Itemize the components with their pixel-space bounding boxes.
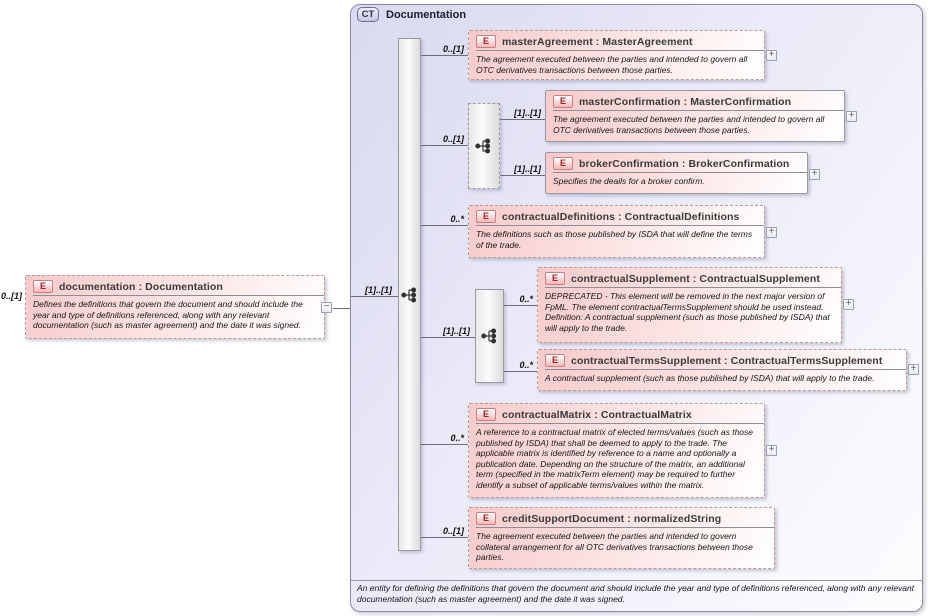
element-badge: E <box>553 95 573 108</box>
element-masterConfirmation[interactable] <box>545 90 845 142</box>
element-description: The definitions such as those published by ISDA that will define the terms of the trade. <box>476 229 753 250</box>
element-creditSupportDocument[interactable] <box>468 507 775 569</box>
sequence-icon <box>481 328 499 344</box>
element-badge: E <box>33 280 53 293</box>
collapse-icon: − <box>323 301 330 312</box>
sequence-icon <box>401 287 419 303</box>
expand-icon: + <box>768 444 775 455</box>
element-badge: E <box>553 157 573 170</box>
expand-icon: + <box>768 49 775 60</box>
connector-line <box>421 55 468 56</box>
cardinality-label-contractualSupplement: 0..* <box>519 294 533 304</box>
collapse-button-documentation[interactable] <box>321 302 332 313</box>
element-description: A reference to a contractual matrix of elected terms/values (such as those published by ISDA) that shall be deemed to apply to the trade. The applicable matrix is identified by reference to a name and optionally a publication date. Depending on the structure of the matrix, an additional term (specified in the matrixTerm element) may be required to further identify a subset of applicable terms/values within the matrix. <box>476 427 754 490</box>
expand-button-contractualSupplement[interactable] <box>843 299 854 310</box>
element-header <box>546 153 807 172</box>
connector-line <box>504 305 537 306</box>
expand-button-masterAgreement[interactable] <box>766 50 777 61</box>
cardinality-label-brokerConfirmation: [1]..[1] <box>514 164 541 174</box>
cardinality-label-masterAgreement: 0..[1] <box>442 44 464 54</box>
element-description: The agreement executed between the parties and intended to govern collateral arrangement for all OTC derivatives transactions between those parties. <box>476 531 753 562</box>
element-contractualSupplement[interactable] <box>537 267 842 343</box>
sequence-icon <box>475 138 493 154</box>
connector-line <box>421 444 468 445</box>
connector-line <box>351 296 398 297</box>
element-title: brokerConfirmation : BrokerConfirmation <box>579 157 790 170</box>
connector-line <box>500 175 545 176</box>
element-title: masterConfirmation : MasterConfirmation <box>579 95 792 108</box>
sequence-bar[interactable] <box>398 38 421 551</box>
supplement-sequence-group[interactable] <box>475 289 504 383</box>
element-description: The agreement executed between the parties and intended to govern all OTC derivatives transactions between those parties. <box>553 114 825 135</box>
cardinality-label-root: 0..[1] <box>1 291 23 301</box>
connector-line <box>504 371 537 372</box>
element-documentation[interactable] <box>25 275 325 339</box>
element-contractualTermsSupplement[interactable] <box>537 349 907 391</box>
element-header <box>538 350 906 369</box>
element-title: creditSupportDocument : normalizedString <box>502 512 722 525</box>
cardinality-label-contractualMatrix: 0..* <box>450 433 464 443</box>
cardinality-label-supplement-group: [1]..[1] <box>443 326 470 336</box>
element-badge: E <box>476 210 496 223</box>
connector-line <box>421 225 468 226</box>
expand-button-contractualMatrix[interactable] <box>766 445 777 456</box>
element-badge: E <box>476 408 496 421</box>
expand-button-brokerConfirmation[interactable] <box>809 169 820 180</box>
element-description: DEPRECATED - This element will be removed in the next major version of FpML. The element contractualTermsSupplement should be used instead. Definition: A contractual supplement (such as those published by ISDA) that will apply to the trade. <box>545 291 830 333</box>
element-header <box>469 508 774 527</box>
cardinality-label-contractualTermsSupplement: 0..* <box>519 360 533 370</box>
element-title: documentation : Documentation <box>59 280 223 293</box>
element-badge: E <box>476 512 496 525</box>
expand-icon: + <box>845 298 852 309</box>
connector-line <box>421 537 468 538</box>
connector-line <box>421 145 468 146</box>
element-description: Defines the definitions that govern the document and should include the year and type of definitions referenced, along with any relevant documentation (such as master agreement) and the date it was signed. <box>33 299 303 330</box>
connector-line <box>421 337 475 338</box>
expand-button-masterConfirmation[interactable] <box>846 111 857 122</box>
connector-line <box>500 119 545 120</box>
expand-button-contractualTermsSupplement[interactable] <box>908 364 919 375</box>
element-header <box>469 31 764 50</box>
element-badge: E <box>545 354 565 367</box>
complex-type-title: Documentation <box>386 8 467 21</box>
element-description: A contractual supplement (such as those published by ISDA) that will apply to the trade. <box>545 373 875 383</box>
element-title: masterAgreement : MasterAgreement <box>502 35 693 48</box>
expand-icon: + <box>910 363 917 374</box>
element-title: contractualTermsSupplement : ContractualTermsSupplement <box>571 354 883 367</box>
element-badge: E <box>545 272 565 285</box>
expand-icon: + <box>811 168 818 179</box>
element-title: contractualDefinitions : ContractualDefinitions <box>502 210 740 223</box>
expand-icon: + <box>848 110 855 121</box>
complex-type-badge: CT <box>357 7 379 22</box>
element-header <box>26 276 324 295</box>
cardinality-label-creditSupportDocument: 0..[1] <box>442 526 464 536</box>
cardinality-label-sequence: [1]..[1] <box>365 285 392 295</box>
element-contractualDefinitions[interactable] <box>468 205 765 258</box>
cardinality-label-masterConfirmation: [1]..[1] <box>514 108 541 118</box>
element-description: Specifies the deails for a broker confirm. <box>553 176 705 186</box>
element-header <box>469 404 764 423</box>
element-description: The agreement executed between the parties and intended to govern all OTC derivatives transactions between those parties. <box>476 54 748 75</box>
complex-type-header <box>357 7 466 22</box>
connector-line <box>333 308 350 309</box>
element-badge: E <box>476 35 496 48</box>
element-contractualMatrix[interactable] <box>468 403 765 498</box>
element-masterAgreement[interactable] <box>468 30 765 80</box>
cardinality-label-confirmation-group: 0..[1] <box>442 134 464 144</box>
element-header <box>469 206 764 225</box>
element-title: contractualSupplement : ContractualSupplement <box>571 272 820 285</box>
element-brokerConfirmation[interactable] <box>545 152 808 194</box>
complex-type-annotation: An entity for defining the definitions that govern the document and should include the year and type of definitions referenced, along with any relevant documentation (such as master agreement) and the date it was signed. <box>351 580 922 611</box>
expand-button-contractualDefinitions[interactable] <box>766 227 777 238</box>
expand-icon: + <box>768 226 775 237</box>
element-header <box>538 268 841 287</box>
cardinality-label-contractualDefinitions: 0..* <box>450 214 464 224</box>
element-header <box>546 91 844 110</box>
element-title: contractualMatrix : ContractualMatrix <box>502 408 692 421</box>
confirmation-sequence-group[interactable] <box>468 103 500 189</box>
